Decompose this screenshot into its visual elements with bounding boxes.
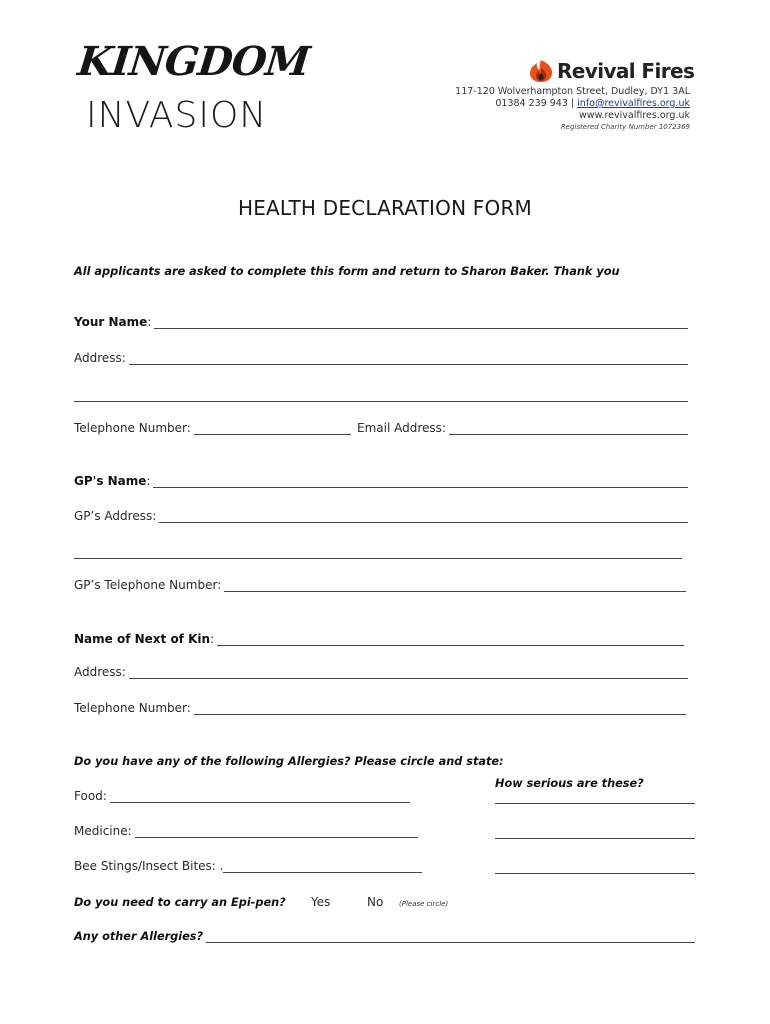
organisation-website[interactable]: www.revivalfires.org.uk (579, 110, 690, 121)
gp-address-field[interactable] (74, 509, 688, 523)
kin-address-line[interactable] (129, 665, 688, 679)
gp-name-field[interactable] (74, 474, 688, 488)
form-intro: All applicants are asked to complete this form and return to Sharon Baker. Thank you (74, 265, 620, 278)
gp-telephone-field[interactable] (74, 578, 686, 592)
email-field[interactable] (357, 421, 688, 435)
charity-number: Registered Charity Number 1072369 (560, 123, 690, 131)
flame-icon (528, 59, 554, 83)
gp-name-line[interactable] (153, 474, 688, 488)
next-of-kin-field[interactable] (74, 632, 684, 646)
your-name-field[interactable] (74, 315, 688, 329)
telephone-line[interactable] (194, 421, 351, 435)
food-severity-line[interactable] (495, 802, 695, 804)
kin-telephone-field[interactable] (74, 701, 686, 715)
food-field[interactable] (74, 789, 410, 803)
next-of-kin-line[interactable] (217, 632, 684, 646)
other-allergies-line[interactable] (206, 929, 695, 943)
bee-stings-line[interactable] (223, 859, 422, 873)
how-serious-heading: How serious are these? (495, 777, 644, 790)
form-title: HEALTH DECLARATION FORM (237, 196, 533, 220)
food-label: Food: (74, 789, 107, 803)
your-name-line[interactable] (154, 315, 688, 329)
kingdom-logo-text: KINGDOM (75, 38, 312, 85)
organisation-name: Revival Fires (557, 59, 695, 83)
kin-telephone-label: Telephone Number: (74, 701, 191, 715)
medicine-label: Medicine: (74, 824, 132, 838)
organisation-phone: 01384 239 943 (495, 98, 568, 109)
medicine-field[interactable] (74, 824, 418, 838)
email-line[interactable] (449, 421, 688, 435)
contact-separator: | (570, 98, 575, 109)
other-allergies-field[interactable] (74, 929, 695, 943)
gp-address-line[interactable] (159, 509, 688, 523)
epipen-question: Do you need to carry an Epi-pen? (74, 896, 286, 909)
address-field[interactable] (74, 351, 688, 365)
email-label: Email Address: (357, 421, 446, 435)
please-circle-note: (Please circle) (399, 900, 449, 908)
epipen-no-option[interactable]: No (367, 895, 384, 909)
email-link[interactable]: info@revivalfires.org.uk (577, 98, 690, 109)
allergies-question: Do you have any of the following Allergies? Please circle and state: (74, 755, 504, 768)
gp-telephone-label: GP’s Telephone Number: (74, 578, 222, 592)
address-line[interactable] (129, 351, 688, 365)
other-allergies-label: Any other Allergies? (74, 930, 204, 943)
telephone-field[interactable] (74, 421, 351, 435)
gp-address-line-2[interactable] (74, 557, 682, 559)
kin-telephone-line[interactable] (194, 701, 686, 715)
epipen-yes-option[interactable]: Yes (311, 895, 331, 909)
address-label: Address: (74, 351, 126, 365)
address-line-2[interactable] (74, 400, 688, 402)
food-line[interactable] (110, 789, 410, 803)
kin-address-label: Address: (74, 665, 126, 679)
gp-name-label: GP's Name: (74, 474, 151, 488)
bee-stings-field[interactable] (74, 859, 422, 873)
medicine-line[interactable] (135, 824, 418, 838)
invasion-logo-text: INVASION (86, 95, 268, 136)
gp-address-label: GP’s Address: (74, 509, 157, 523)
kin-address-field[interactable] (74, 665, 688, 679)
revival-fires-logo (528, 59, 694, 83)
organisation-address: 117-120 Wolverhampton Street, Dudley, DY1 3AL (455, 86, 690, 97)
medicine-severity-line[interactable] (495, 837, 695, 839)
next-of-kin-label: Name of Next of Kin: (74, 632, 215, 646)
your-name-label: Your Name: (74, 315, 152, 329)
telephone-label: Telephone Number: (74, 421, 191, 435)
organisation-contact (495, 98, 690, 109)
gp-telephone-line[interactable] (224, 578, 686, 592)
bee-stings-severity-line[interactable] (495, 872, 695, 874)
bee-stings-label: Bee Stings/Insect Bites: . (74, 859, 224, 873)
